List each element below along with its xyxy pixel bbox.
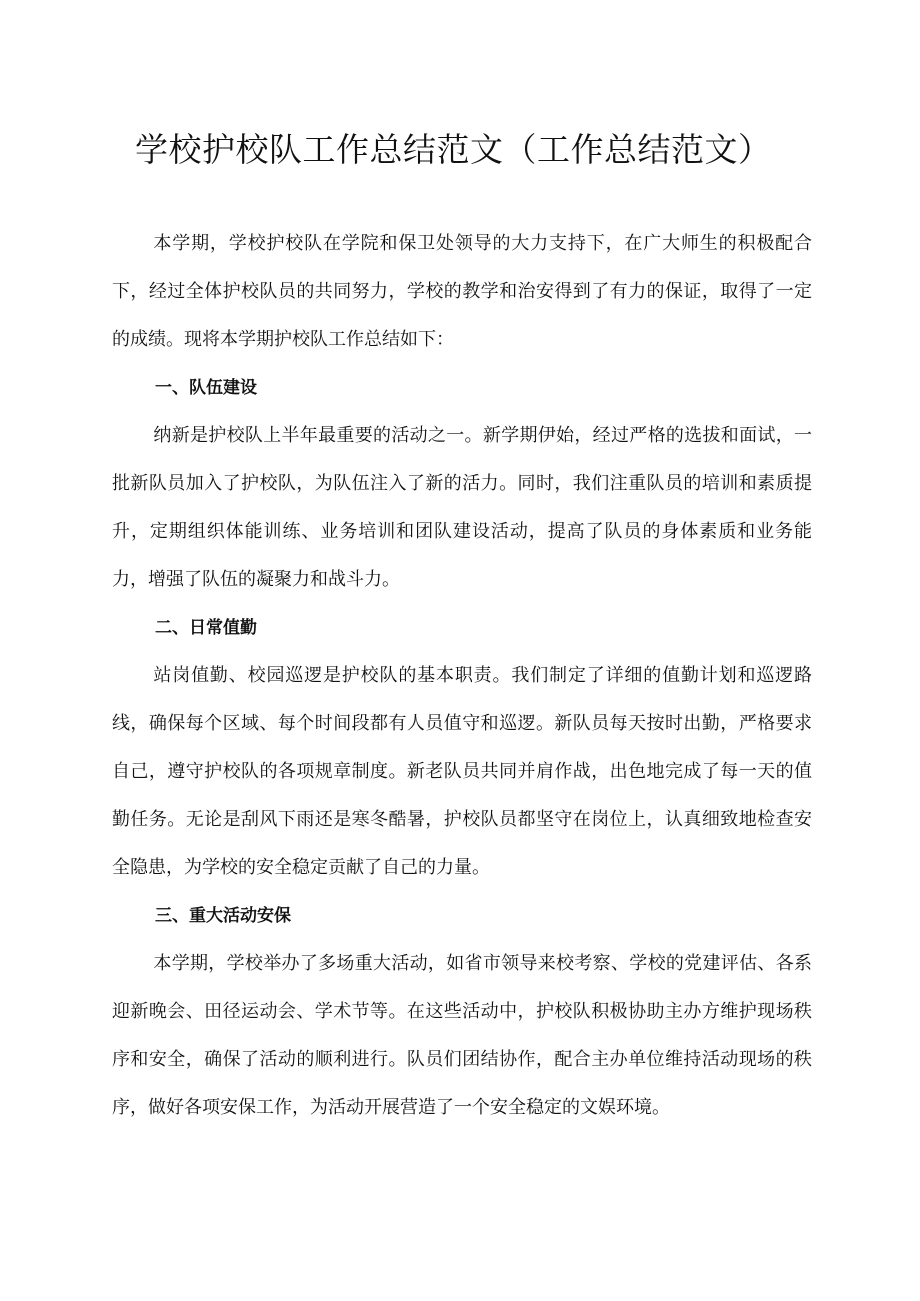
section-paragraph: 站岗值勤、校园巡逻是护校队的基本职责。我们制定了详细的值勤计划和巡逻路线，确保每个区域、每个时间段都有人员值守和巡逻。新队员每天按时出勤，严格要求自己，遵守护校队的各项规章制度。新老队员共同并肩作战，出色地完成了每一天的值勤任务。无论是刮风下雨还是寒冬酷暑，护校队员都坚守在岗位上，认真细致地检查安全隐患，为学校的安全稳定贡献了自己的力量。: [112, 665, 812, 878]
document-body: [112, 220, 812, 1132]
section-paragraph: 纳新是护校队上半年最重要的活动之一。新学期伊始，经过严格的选拔和面试，一批新队员加入了护校队，为队伍注入了新的活力。同时，我们注重队员的培训和素质提升，定期组织体能训练、业务培训和团队建设活动，提高了队员的身体素质和业务能力，增强了队伍的凝聚力和战斗力。: [112, 425, 812, 590]
section-team-building: [112, 364, 812, 604]
section-heading: 一、队伍建设: [155, 378, 257, 398]
section-heading: 三、重大活动安保: [155, 906, 291, 926]
section-event-security: [112, 892, 812, 1132]
section-heading: 二、日常值勤: [155, 618, 257, 638]
section-daily-duty: [112, 604, 812, 892]
document-title: 学校护校队工作总结范文（工作总结范文）: [135, 130, 772, 169]
intro-paragraph: 本学期，学校护校队在学院和保卫处领导的大力支持下，在广大师生的积极配合下，经过全体护校队员的共同努力，学校的教学和治安得到了有力的保证，取得了一定的成绩。现将本学期护校队工作总结如下：: [112, 233, 812, 350]
section-paragraph: 本学期，学校举办了多场重大活动，如省市领导来校考察、学校的党建评估、各系迎新晚会、田径运动会、学术节等。在这些活动中，护校队积极协助主办方维护现场秩序和安全，确保了活动的顺利进行。队员们团结协作，配合主办单位维持活动现场的秩序，做好各项安保工作，为活动开展营造了一个安全稳定的文娱环境。: [112, 953, 812, 1118]
